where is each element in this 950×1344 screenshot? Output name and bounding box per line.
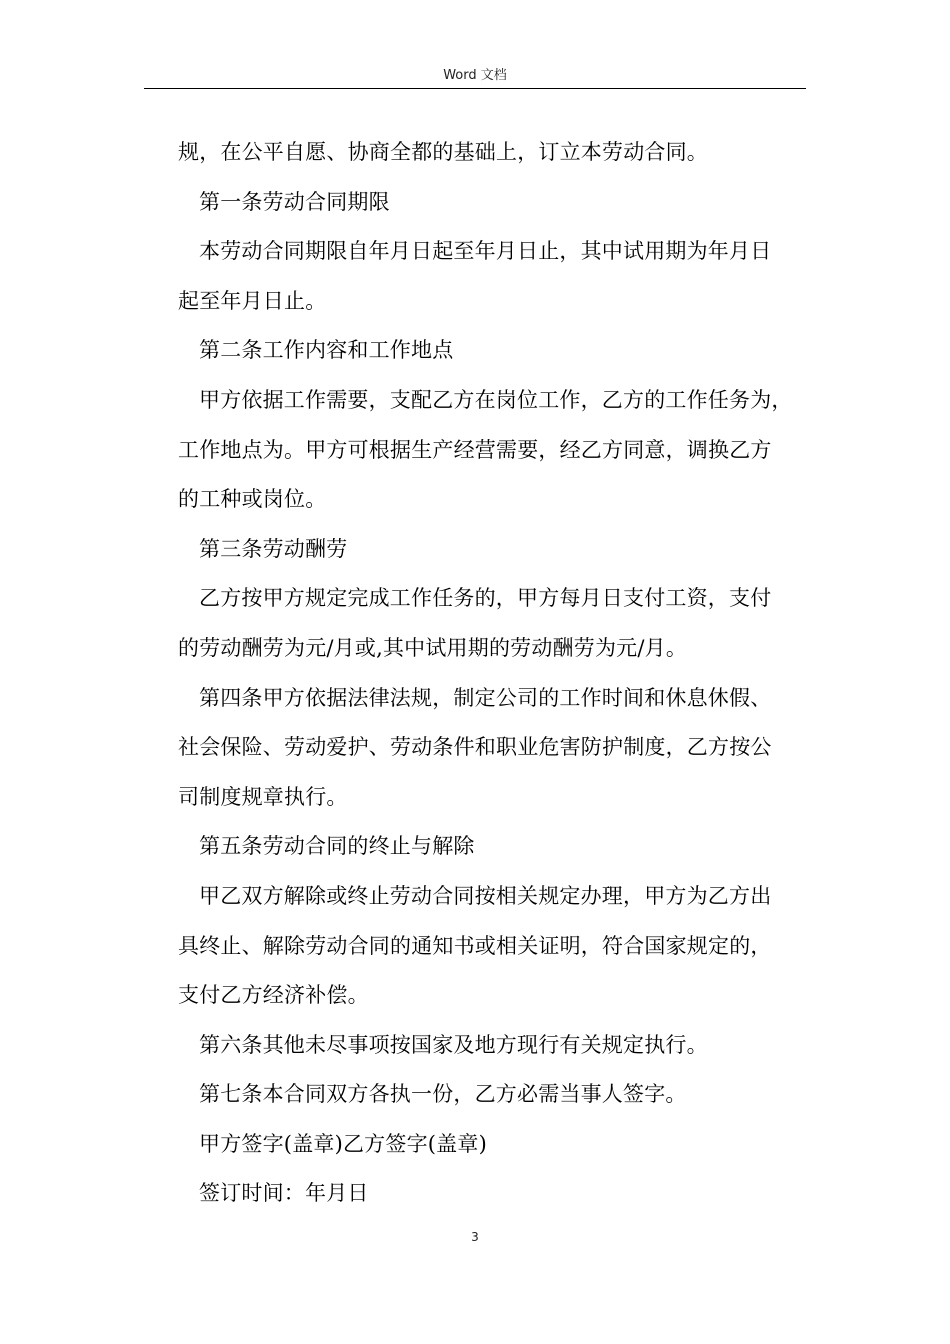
body-line: 的劳动酬劳为元/月或,其中试用期的劳动酬劳为元/月。 <box>178 635 688 660</box>
body-line: 乙方按甲方规定完成工作任务的，甲方每月日支付工资，支付 <box>199 586 772 611</box>
body-line: 支付乙方经济补偿。 <box>178 983 369 1008</box>
article-3-heading: 第三条劳动酬劳 <box>199 536 348 561</box>
body-line: 本劳动合同期限自年月日起至年月日止，其中试用期为年月日 <box>199 239 772 264</box>
header-title: Word 文档 <box>443 68 507 83</box>
document-body <box>178 128 810 1219</box>
article-1-heading: 第一条劳动合同期限 <box>199 189 390 214</box>
article-4-line: 第四条甲方依据法律法规，制定公司的工作时间和休息休假、 <box>199 685 772 710</box>
body-line: 甲方依据工作需要，支配乙方在岗位工作，乙方的工作任务为， <box>199 387 793 412</box>
body-line: 司制度规章执行。 <box>178 784 348 809</box>
article-5-heading: 第五条劳动合同的终止与解除 <box>199 834 475 859</box>
body-line: 甲乙双方解除或终止劳动合同按相关规定办理，甲方为乙方出 <box>199 883 772 908</box>
article-7-line: 第七条本合同双方各执一份，乙方必需当事人签字。 <box>199 1082 687 1107</box>
body-line: 的工种或岗位。 <box>178 487 327 512</box>
signature-line: 甲方签字(盖章)乙方签字(盖章) <box>199 1131 487 1156</box>
page-number: 3 <box>471 1230 479 1244</box>
signing-date-line: 签订时间：年月日 <box>199 1181 369 1206</box>
body-line: 工作地点为。甲方可根据生产经营需要，经乙方同意，调换乙方 <box>178 437 772 462</box>
article-2-heading: 第二条工作内容和工作地点 <box>199 338 454 363</box>
body-line: 社会保险、劳动爱护、劳动条件和职业危害防护制度，乙方按公 <box>178 735 772 760</box>
body-line: 规，在公平自愿、协商全都的基础上，订立本劳动合同。 <box>178 140 708 164</box>
body-line: 起至年月日止。 <box>178 288 327 313</box>
body-line: 具终止、解除劳动合同的通知书或相关证明，符合国家规定的， <box>178 933 772 958</box>
page-header <box>144 66 806 89</box>
page-footer <box>0 1230 950 1244</box>
article-6-line: 第六条其他未尽事项按国家及地方现行有关规定执行。 <box>199 1032 708 1057</box>
